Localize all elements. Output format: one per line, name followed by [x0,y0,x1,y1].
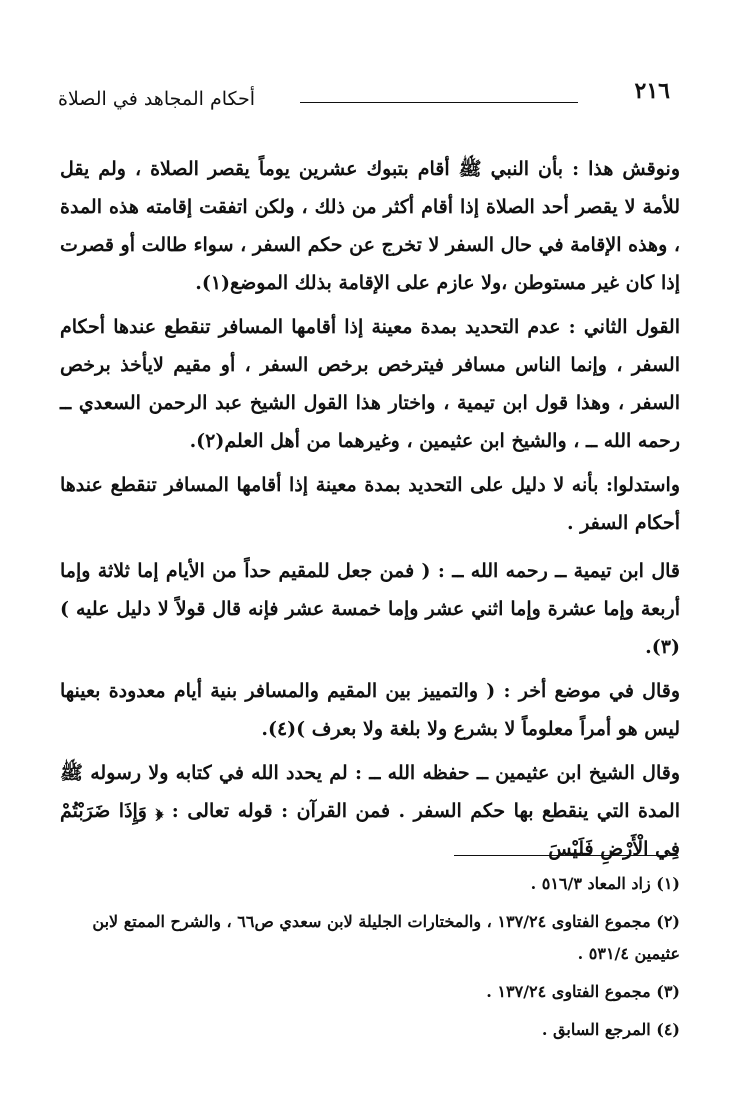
footnote-4: (٤) المرجع السابق . [541,1020,680,1039]
page-number: ٢١٦ [634,78,670,104]
paragraph-second-opinion: القول الثاني : عدم التحديد بمدة معينة إذا أقامها المسافر تنقطع عندها أحكام السفر ، وإنما الناس مسافر فيترخص برخص السفر ، أو مقيم لايأخذ برخص السفر ، وهذا قول ابن تيمية ، واختار هذا القول الشيخ عبد الرحمن السعدي ــ رحمه الله ــ ، والشيخ ابن عثيمين ، وغيرهما من أهل العلم(٢). [60,316,680,452]
paragraph-evidence: واستدلوا: بأنه لا دليل على التحديد بمدة معينة إذا أقامها المسافر تنقطع عندها أحكام السفر . [60,474,680,534]
footnote-2: (٢) مجموع الفتاوى ١٣٧/٢٤ ، والمختارات الجليلة لابن سعدي ص٦٦ ، والشرح الممتع لابن عثيمين ٥٣١/٤ . [92,912,680,963]
header-rule [300,102,578,103]
footnote-separator [454,855,678,856]
paragraph-ibn-uthaymeen: وقال الشيخ ابن عثيمين ــ حفظه الله ــ : لم يحدد الله في كتابه ولا رسوله ﷺ المدة التي ينقطع بها حكم السفر . فمن القرآن : قوله تعالى : ﴿ وَإِذَا ضَرَبْتُمْ فِي الْأَرْضِ فَلَيْسَ [60,762,680,860]
footnote-3: (٣) مجموع الفتاوى ١٣٧/٢٤ . [486,982,680,1001]
footnotes [60,868,680,1052]
page-header [58,78,670,118]
footnote-1: (١) زاد المعاد ٥١٦/٣ . [530,874,680,893]
paragraph-discussion: ونوقش هذا : بأن النبي ﷺ أقام بتبوك عشرين يوماً يقصر الصلاة ، ولم يقل للأمة لا يقصر أحد الصلاة إذا أقام أكثر من ذلك ، ولكن اتفقت إقامته هذه المدة ، وهذه الإقامة في حال السفر لا تخرج عن حكم السفر ، سواء طالت أو قصرت إذا كان غير مستوطن ،ولا عازم على الإقامة بذلك الموضع(١). [60,158,680,294]
paragraph-another-quote: وقال في موضع أخر : ( والتمييز بين المقيم والمسافر بنية أيام معدودة بعينها ليس هو أمراً معلوماً لا بشرع ولا بلغة ولا بعرف )(٤). [60,680,680,740]
paragraph-ibn-taymiyyah-quote: قال ابن تيمية ــ رحمه الله ــ : ( فمن جعل للمقيم حداً من الأيام إما ثلاثة وإما أربعة وإما عشرة وإما اثني عشر وإما خمسة عشر فإنه قال قولاً لا دليل عليه )(٣). [60,560,680,658]
running-title: أحكام المجاهد في الصلاة [58,88,256,110]
main-text [60,150,680,874]
